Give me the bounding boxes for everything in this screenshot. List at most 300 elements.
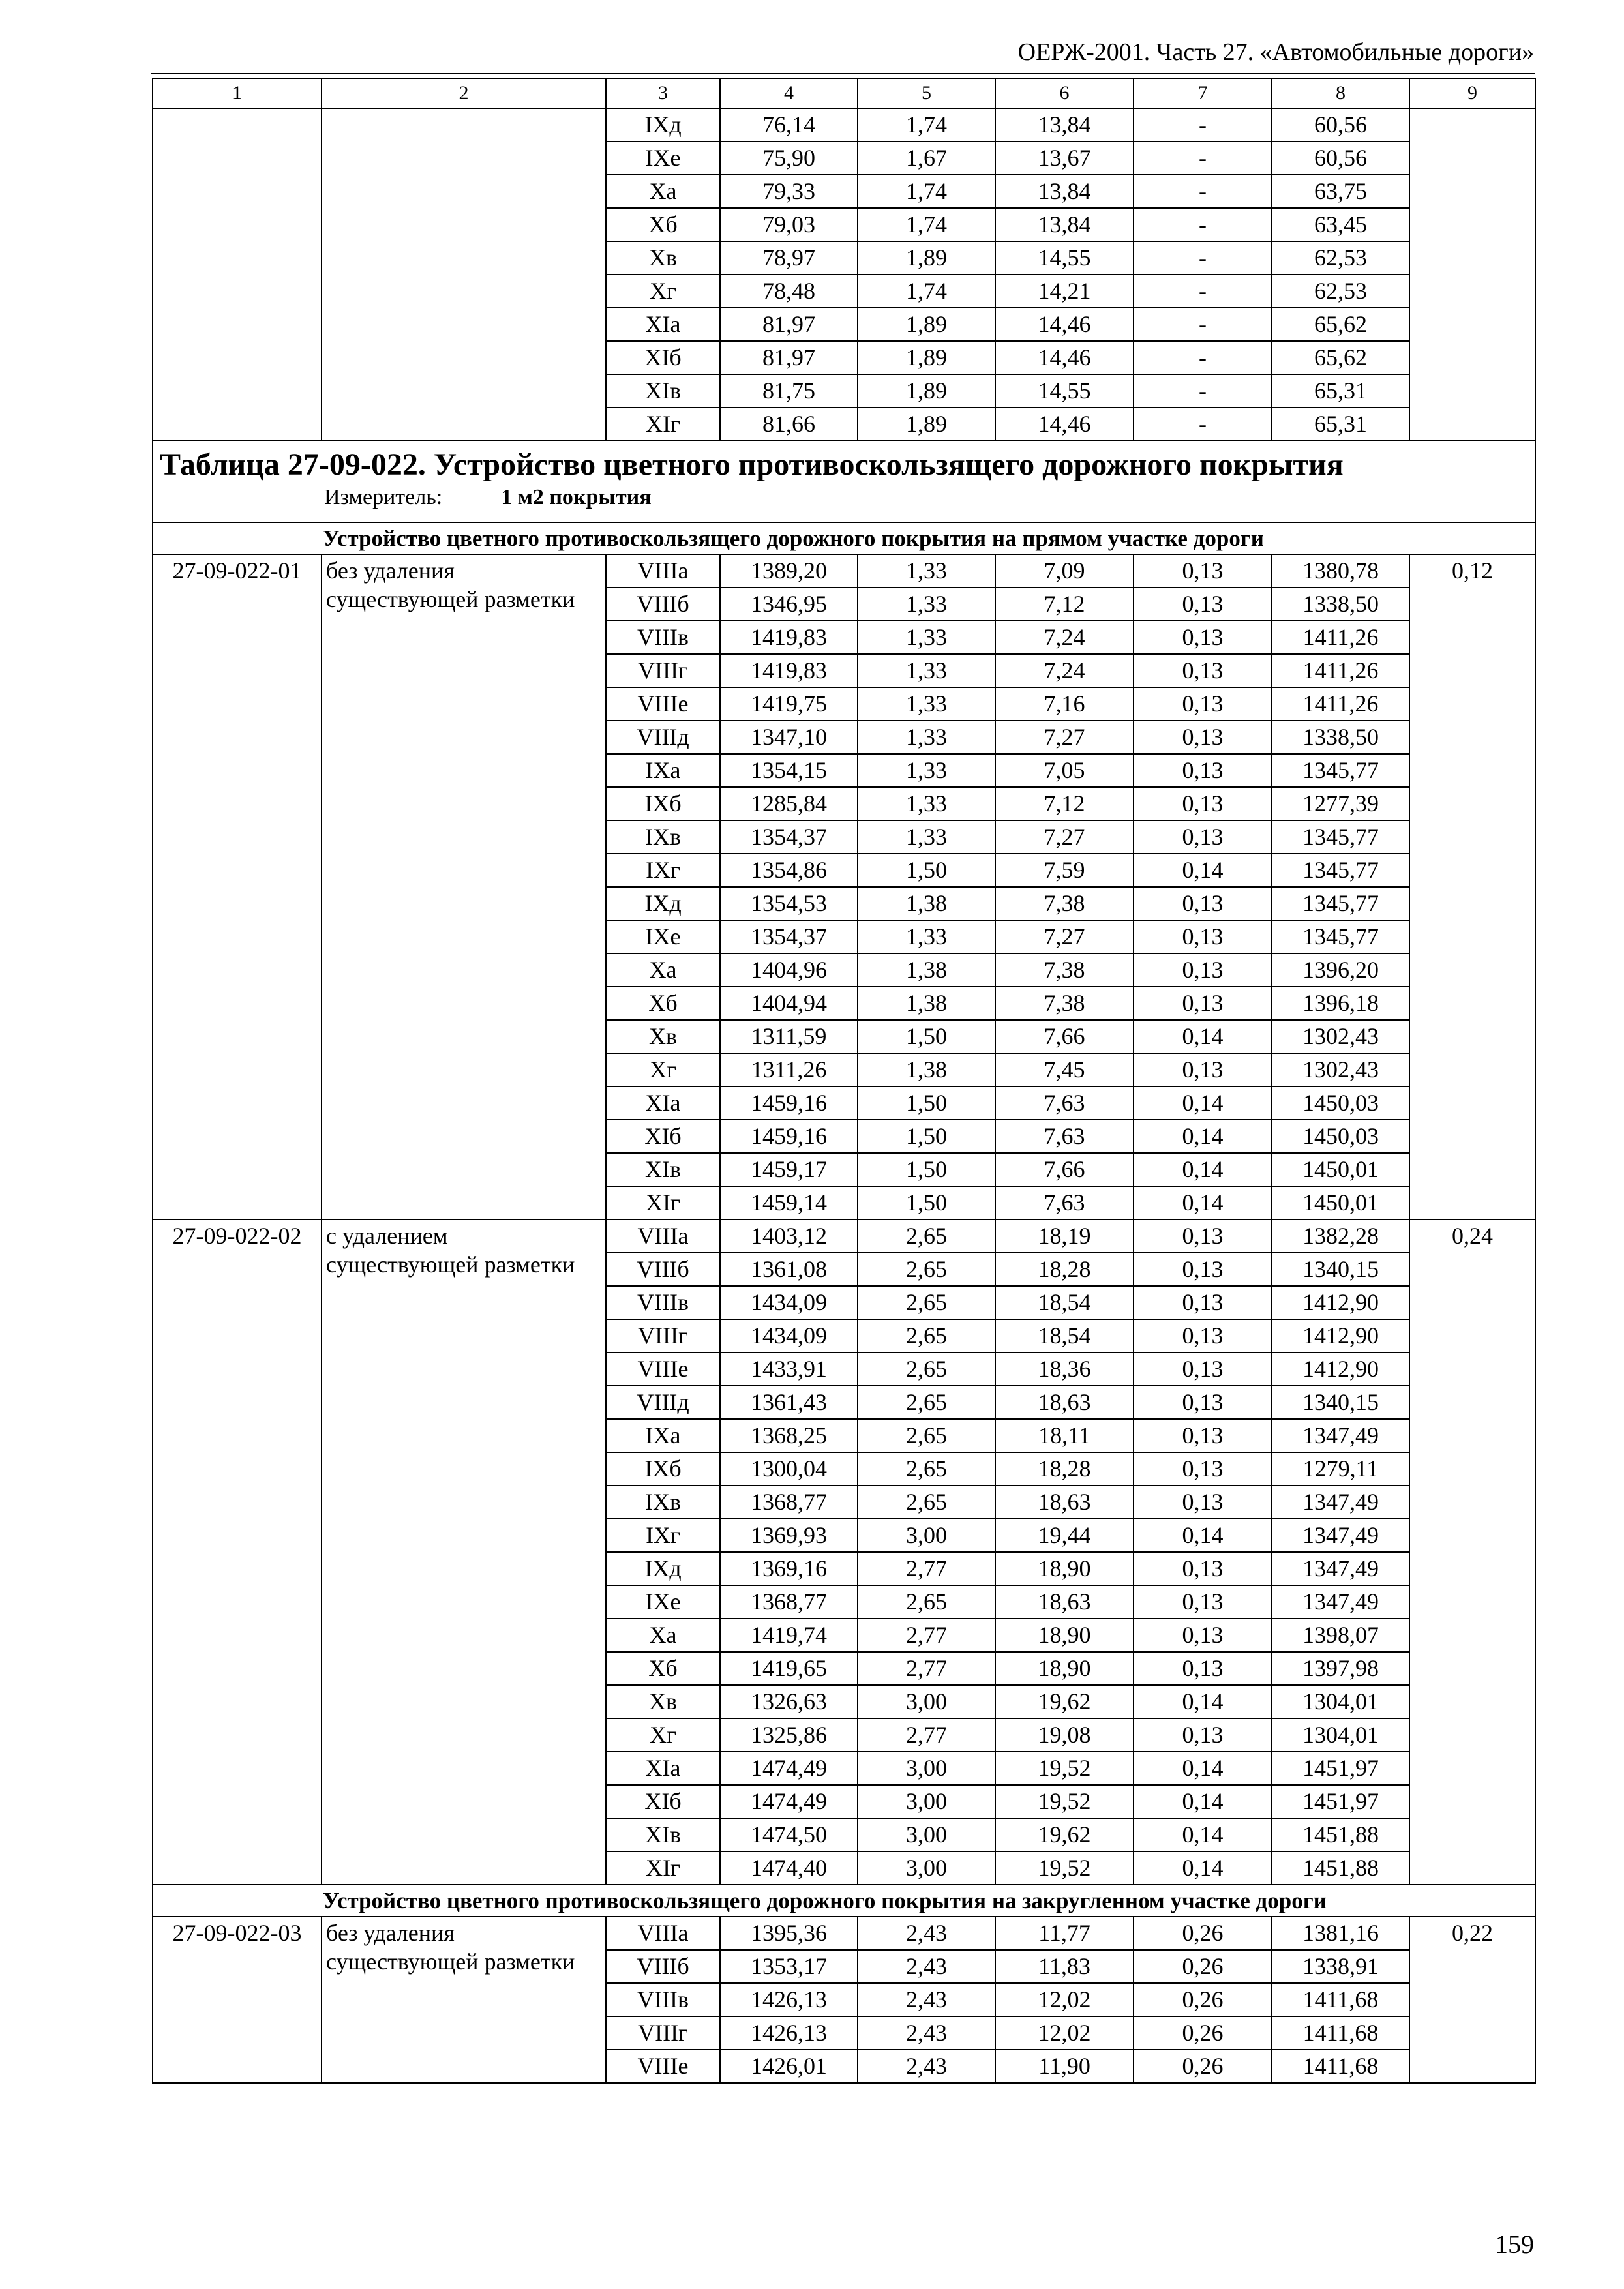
data-cell: 7,16: [995, 687, 1134, 721]
data-cell: 7,24: [995, 621, 1134, 654]
data-cell: VIIIв: [606, 1286, 720, 1319]
data-cell: IXб: [606, 787, 720, 820]
data-cell: -: [1134, 241, 1272, 275]
data-cell: VIIIд: [606, 721, 720, 754]
data-cell: 2,65: [858, 1452, 995, 1486]
data-cell: 1,74: [858, 175, 995, 208]
data-cell: 1404,94: [720, 987, 858, 1020]
data-cell: Xв: [606, 1685, 720, 1718]
data-cell: 7,38: [995, 953, 1134, 987]
data-cell: 14,21: [995, 275, 1134, 308]
data-cell: 0,13: [1134, 1452, 1272, 1486]
data-cell: VIIIе: [606, 687, 720, 721]
data-cell: 18,63: [995, 1486, 1134, 1519]
data-cell: 1451,88: [1272, 1818, 1409, 1851]
data-cell: 1,33: [858, 754, 995, 787]
data-cell: 18,63: [995, 1386, 1134, 1419]
data-cell: 81,97: [720, 341, 858, 374]
data-cell: 2,43: [858, 1950, 995, 1983]
data-cell: 1,89: [858, 341, 995, 374]
data-cell: 13,67: [995, 142, 1134, 175]
data-cell: 1368,77: [720, 1585, 858, 1619]
data-cell: XIв: [606, 1153, 720, 1186]
data-cell: 1,33: [858, 787, 995, 820]
data-cell: 0,26: [1134, 1950, 1272, 1983]
data-cell: 7,63: [995, 1120, 1134, 1153]
column-number: 6: [995, 78, 1134, 108]
norm-code: 27-09-022-01: [153, 554, 322, 1219]
data-cell: 1345,77: [1272, 820, 1409, 854]
data-cell: 7,27: [995, 920, 1134, 953]
table-title: Таблица 27-09-022. Устройство цветного противоскользящего дорожного покрытия: [160, 447, 1344, 482]
data-cell: 19,52: [995, 1752, 1134, 1785]
data-cell: 1459,16: [720, 1086, 858, 1120]
data-cell: 0,13: [1134, 1718, 1272, 1752]
data-cell: 7,38: [995, 987, 1134, 1020]
data-cell: 1,74: [858, 108, 995, 142]
data-cell: 1277,39: [1272, 787, 1409, 820]
data-cell: 1311,59: [720, 1020, 858, 1053]
data-cell: 2,65: [858, 1353, 995, 1386]
data-cell: 2,65: [858, 1286, 995, 1319]
data-cell: 1411,68: [1272, 1983, 1409, 2016]
data-cell: 63,75: [1272, 175, 1409, 208]
table-row: [153, 554, 1535, 588]
data-cell: 1411,26: [1272, 621, 1409, 654]
data-cell: 0,13: [1134, 787, 1272, 820]
data-cell: 1,33: [858, 554, 995, 588]
data-cell: 1361,08: [720, 1253, 858, 1286]
data-cell: 0,14: [1134, 854, 1272, 887]
norm-name: без удаления существующей разметки: [322, 1917, 606, 2083]
data-cell: 1426,01: [720, 2050, 858, 2083]
data-cell: IXд: [606, 1552, 720, 1585]
data-cell: 0,13: [1134, 953, 1272, 987]
data-cell: 0,26: [1134, 2016, 1272, 2050]
norms-table: [152, 78, 1536, 2084]
data-cell: 1354,86: [720, 854, 858, 887]
data-cell: 1347,10: [720, 721, 858, 754]
measure-label: Измеритель:: [324, 485, 443, 509]
data-cell: XIг: [606, 1851, 720, 1885]
data-cell: 0,26: [1134, 2050, 1272, 2083]
data-cell: 0,13: [1134, 1286, 1272, 1319]
data-cell: XIб: [606, 1785, 720, 1818]
data-cell: 0,14: [1134, 1519, 1272, 1552]
data-cell: 3,00: [858, 1818, 995, 1851]
data-cell: 18,11: [995, 1419, 1134, 1452]
column-number: 3: [606, 78, 720, 108]
data-cell: 0,13: [1134, 687, 1272, 721]
data-cell: VIIIе: [606, 2050, 720, 2083]
data-cell: -: [1134, 275, 1272, 308]
data-cell: XIв: [606, 374, 720, 408]
data-cell: 1412,90: [1272, 1353, 1409, 1386]
data-cell: 1347,49: [1272, 1486, 1409, 1519]
data-cell: 2,43: [858, 2016, 995, 2050]
table-title-cell: [153, 441, 1535, 522]
empty-name-cell: [322, 108, 606, 441]
data-cell: 0,13: [1134, 1319, 1272, 1353]
data-cell: 1338,50: [1272, 588, 1409, 621]
data-cell: 1345,77: [1272, 854, 1409, 887]
data-cell: 1450,03: [1272, 1120, 1409, 1153]
section-heading: Устройство цветного противоскользящего дорожного покрытия на прямом участке дороги: [153, 522, 1535, 554]
data-cell: 1398,07: [1272, 1619, 1409, 1652]
data-cell: 81,97: [720, 308, 858, 341]
data-cell: 7,09: [995, 554, 1134, 588]
data-cell: 1347,49: [1272, 1519, 1409, 1552]
data-cell: 1,38: [858, 987, 995, 1020]
data-cell: 3,00: [858, 1519, 995, 1552]
data-cell: 1411,68: [1272, 2050, 1409, 2083]
data-cell: 0,14: [1134, 1086, 1272, 1120]
norm-name: без удаления существующей разметки: [322, 554, 606, 1219]
data-cell: 1474,50: [720, 1818, 858, 1851]
data-cell: 7,45: [995, 1053, 1134, 1086]
table-title-row: [153, 441, 1535, 522]
data-cell: 18,36: [995, 1353, 1134, 1386]
column-number: 9: [1409, 78, 1535, 108]
data-cell: 1451,97: [1272, 1752, 1409, 1785]
data-cell: 1,38: [858, 953, 995, 987]
data-cell: 1404,96: [720, 953, 858, 987]
data-cell: 1,33: [858, 721, 995, 754]
data-cell: 1433,91: [720, 1353, 858, 1386]
data-cell: 1426,13: [720, 2016, 858, 2050]
data-cell: IXг: [606, 854, 720, 887]
data-cell: 1347,49: [1272, 1552, 1409, 1585]
data-cell: 2,65: [858, 1319, 995, 1353]
data-cell: 1,33: [858, 687, 995, 721]
data-cell: 1474,49: [720, 1785, 858, 1818]
data-cell: 7,24: [995, 654, 1134, 687]
data-cell: -: [1134, 108, 1272, 142]
data-cell: 0,13: [1134, 1585, 1272, 1619]
data-cell: Xг: [606, 1053, 720, 1086]
data-cell: Xб: [606, 1652, 720, 1685]
data-cell: XIг: [606, 408, 720, 441]
data-cell: 79,33: [720, 175, 858, 208]
data-cell: VIIIа: [606, 554, 720, 588]
empty-code-cell: [153, 108, 322, 441]
data-cell: -: [1134, 308, 1272, 341]
col9-value: 0,24: [1409, 1219, 1535, 1885]
data-cell: 0,13: [1134, 920, 1272, 953]
data-cell: 0,13: [1134, 721, 1272, 754]
data-cell: 1474,49: [720, 1752, 858, 1785]
data-cell: 0,13: [1134, 654, 1272, 687]
data-cell: 0,13: [1134, 1253, 1272, 1286]
data-cell: 0,14: [1134, 1020, 1272, 1053]
data-cell: 18,90: [995, 1619, 1134, 1652]
data-cell: 1,33: [858, 654, 995, 687]
data-cell: 1411,68: [1272, 2016, 1409, 2050]
data-cell: 1474,40: [720, 1851, 858, 1885]
data-cell: 1345,77: [1272, 754, 1409, 787]
data-cell: 0,13: [1134, 754, 1272, 787]
data-cell: -: [1134, 374, 1272, 408]
data-cell: Xг: [606, 275, 720, 308]
data-cell: IXв: [606, 1486, 720, 1519]
data-cell: 7,63: [995, 1086, 1134, 1120]
norm-name: с удалением существующей разметки: [322, 1219, 606, 1885]
data-cell: -: [1134, 408, 1272, 441]
data-cell: 1381,16: [1272, 1917, 1409, 1950]
data-cell: 1,33: [858, 920, 995, 953]
data-cell: 0,14: [1134, 1752, 1272, 1785]
data-cell: 79,03: [720, 208, 858, 241]
data-cell: 1411,26: [1272, 654, 1409, 687]
data-cell: 7,63: [995, 1186, 1134, 1219]
data-cell: 1,74: [858, 275, 995, 308]
data-cell: XIб: [606, 341, 720, 374]
data-cell: 18,19: [995, 1219, 1134, 1253]
data-cell: 0,14: [1134, 1851, 1272, 1885]
data-cell: 60,56: [1272, 142, 1409, 175]
data-cell: VIIIб: [606, 588, 720, 621]
data-cell: VIIIв: [606, 621, 720, 654]
data-cell: 1346,95: [720, 588, 858, 621]
data-cell: IXа: [606, 1419, 720, 1452]
data-cell: VIIIг: [606, 654, 720, 687]
data-cell: Xв: [606, 241, 720, 275]
data-cell: 1,50: [858, 854, 995, 887]
data-cell: 1285,84: [720, 787, 858, 820]
data-cell: 1304,01: [1272, 1718, 1409, 1752]
data-cell: 7,59: [995, 854, 1134, 887]
data-cell: 1338,91: [1272, 1950, 1409, 1983]
data-cell: 62,53: [1272, 275, 1409, 308]
data-cell: 0,13: [1134, 1486, 1272, 1519]
data-cell: 13,84: [995, 175, 1134, 208]
data-cell: Xб: [606, 208, 720, 241]
data-cell: 0,14: [1134, 1818, 1272, 1851]
data-cell: 2,77: [858, 1552, 995, 1585]
data-cell: 2,65: [858, 1386, 995, 1419]
data-cell: Xа: [606, 953, 720, 987]
data-cell: 1325,86: [720, 1718, 858, 1752]
data-cell: 7,27: [995, 820, 1134, 854]
data-cell: 14,55: [995, 374, 1134, 408]
data-cell: 1,33: [858, 621, 995, 654]
data-cell: 1302,43: [1272, 1020, 1409, 1053]
data-cell: 1396,18: [1272, 987, 1409, 1020]
data-cell: 1412,90: [1272, 1286, 1409, 1319]
data-cell: 18,90: [995, 1552, 1134, 1585]
data-cell: 1345,77: [1272, 887, 1409, 920]
data-cell: 1,50: [858, 1153, 995, 1186]
data-cell: 0,14: [1134, 1685, 1272, 1718]
data-cell: 3,00: [858, 1785, 995, 1818]
data-cell: 1326,63: [720, 1685, 858, 1718]
data-cell: -: [1134, 341, 1272, 374]
data-cell: 60,56: [1272, 108, 1409, 142]
data-cell: 7,66: [995, 1153, 1134, 1186]
data-cell: 65,31: [1272, 374, 1409, 408]
data-cell: 0,13: [1134, 1386, 1272, 1419]
data-cell: 1369,93: [720, 1519, 858, 1552]
data-cell: 19,52: [995, 1785, 1134, 1818]
data-cell: 1434,09: [720, 1319, 858, 1353]
data-cell: 1369,16: [720, 1552, 858, 1585]
data-cell: 1395,36: [720, 1917, 858, 1950]
data-cell: 1396,20: [1272, 953, 1409, 987]
data-cell: 2,65: [858, 1219, 995, 1253]
data-cell: IXе: [606, 920, 720, 953]
data-cell: 1304,01: [1272, 1685, 1409, 1718]
data-cell: 7,12: [995, 588, 1134, 621]
data-cell: 81,75: [720, 374, 858, 408]
data-cell: 0,13: [1134, 1353, 1272, 1386]
empty-col9-cell: [1409, 108, 1535, 441]
data-cell: 14,46: [995, 308, 1134, 341]
data-cell: 1,89: [858, 374, 995, 408]
data-cell: 65,62: [1272, 308, 1409, 341]
data-cell: 3,00: [858, 1752, 995, 1785]
data-cell: 0,13: [1134, 554, 1272, 588]
data-cell: 2,43: [858, 1917, 995, 1950]
data-cell: 1368,25: [720, 1419, 858, 1452]
data-cell: 78,48: [720, 275, 858, 308]
data-cell: IXа: [606, 754, 720, 787]
data-cell: -: [1134, 142, 1272, 175]
data-cell: 1279,11: [1272, 1452, 1409, 1486]
data-cell: 0,13: [1134, 820, 1272, 854]
data-cell: 14,55: [995, 241, 1134, 275]
data-cell: 3,00: [858, 1851, 995, 1885]
data-cell: 13,84: [995, 208, 1134, 241]
data-cell: 2,77: [858, 1619, 995, 1652]
norm-code: 27-09-022-03: [153, 1917, 322, 2083]
data-cell: 1412,90: [1272, 1319, 1409, 1353]
data-cell: 1451,88: [1272, 1851, 1409, 1885]
data-cell: 1419,83: [720, 621, 858, 654]
data-cell: 76,14: [720, 108, 858, 142]
data-cell: 2,43: [858, 1983, 995, 2016]
data-cell: 3,00: [858, 1685, 995, 1718]
data-cell: 7,66: [995, 1020, 1134, 1053]
table-row: [153, 108, 1535, 142]
data-cell: 1300,04: [720, 1452, 858, 1486]
data-cell: 1,33: [858, 820, 995, 854]
data-cell: 1,89: [858, 408, 995, 441]
data-cell: XIа: [606, 308, 720, 341]
data-cell: 1434,09: [720, 1286, 858, 1319]
data-cell: 1368,77: [720, 1486, 858, 1519]
data-cell: Xб: [606, 987, 720, 1020]
data-cell: 1354,15: [720, 754, 858, 787]
data-cell: 62,53: [1272, 241, 1409, 275]
data-cell: 81,66: [720, 408, 858, 441]
data-cell: IXв: [606, 820, 720, 854]
data-cell: 1426,13: [720, 1983, 858, 2016]
data-cell: 1354,53: [720, 887, 858, 920]
data-cell: 2,65: [858, 1585, 995, 1619]
data-cell: 2,65: [858, 1253, 995, 1286]
data-cell: 1338,50: [1272, 721, 1409, 754]
data-cell: 1380,78: [1272, 554, 1409, 588]
data-cell: Xа: [606, 1619, 720, 1652]
data-cell: -: [1134, 175, 1272, 208]
data-cell: XIа: [606, 1086, 720, 1120]
data-cell: XIб: [606, 1120, 720, 1153]
data-cell: Xа: [606, 175, 720, 208]
table-body: [153, 78, 1535, 2083]
data-cell: 11,90: [995, 2050, 1134, 2083]
data-cell: 0,14: [1134, 1186, 1272, 1219]
data-cell: 19,44: [995, 1519, 1134, 1552]
data-cell: VIIIб: [606, 1950, 720, 1983]
section-heading-row: [153, 1885, 1535, 1917]
data-cell: 1,74: [858, 208, 995, 241]
section-heading-row: [153, 522, 1535, 554]
data-cell: 1450,01: [1272, 1153, 1409, 1186]
data-cell: 0,13: [1134, 987, 1272, 1020]
data-cell: 63,45: [1272, 208, 1409, 241]
data-cell: VIIIе: [606, 1353, 720, 1386]
data-cell: 1397,98: [1272, 1652, 1409, 1685]
data-cell: 18,90: [995, 1652, 1134, 1685]
data-cell: 0,13: [1134, 1619, 1272, 1652]
data-cell: 18,63: [995, 1585, 1134, 1619]
data-cell: 1450,01: [1272, 1186, 1409, 1219]
data-cell: 1451,97: [1272, 1785, 1409, 1818]
data-cell: 1,67: [858, 142, 995, 175]
data-cell: 1,50: [858, 1020, 995, 1053]
data-cell: VIIIа: [606, 1917, 720, 1950]
running-header: ОЕРЖ-2001. Часть 27. «Автомобильные дороги»: [1017, 38, 1534, 66]
data-cell: XIа: [606, 1752, 720, 1785]
data-cell: 18,54: [995, 1319, 1134, 1353]
page-number: 159: [1495, 2230, 1534, 2259]
data-cell: 0,13: [1134, 1219, 1272, 1253]
norm-code: 27-09-022-02: [153, 1219, 322, 1885]
data-cell: 1,50: [858, 1186, 995, 1219]
measure-line: [160, 485, 1528, 511]
measure-value: 1 м2 покрытия: [501, 485, 652, 509]
table-row: [153, 1219, 1535, 1253]
col9-value: 0,12: [1409, 554, 1535, 1219]
data-cell: 2,43: [858, 2050, 995, 2083]
data-cell: 1382,28: [1272, 1219, 1409, 1253]
column-number: 5: [858, 78, 995, 108]
data-cell: 1,38: [858, 887, 995, 920]
data-cell: 1411,26: [1272, 687, 1409, 721]
data-cell: 0,26: [1134, 1983, 1272, 2016]
data-cell: 1,89: [858, 241, 995, 275]
data-cell: 1389,20: [720, 554, 858, 588]
data-cell: 65,31: [1272, 408, 1409, 441]
data-cell: VIIIг: [606, 1319, 720, 1353]
data-cell: 7,12: [995, 787, 1134, 820]
table-row: [153, 1917, 1535, 1950]
data-cell: 1419,65: [720, 1652, 858, 1685]
data-cell: Xв: [606, 1020, 720, 1053]
data-cell: 1,89: [858, 308, 995, 341]
data-cell: 18,28: [995, 1452, 1134, 1486]
column-number: 8: [1272, 78, 1409, 108]
data-cell: 1311,26: [720, 1053, 858, 1086]
data-cell: 14,46: [995, 408, 1134, 441]
data-cell: 0,13: [1134, 887, 1272, 920]
data-cell: 7,27: [995, 721, 1134, 754]
data-cell: 18,54: [995, 1286, 1134, 1319]
data-cell: 19,08: [995, 1718, 1134, 1752]
data-cell: 0,26: [1134, 1917, 1272, 1950]
data-cell: 1361,43: [720, 1386, 858, 1419]
data-cell: IXг: [606, 1519, 720, 1552]
